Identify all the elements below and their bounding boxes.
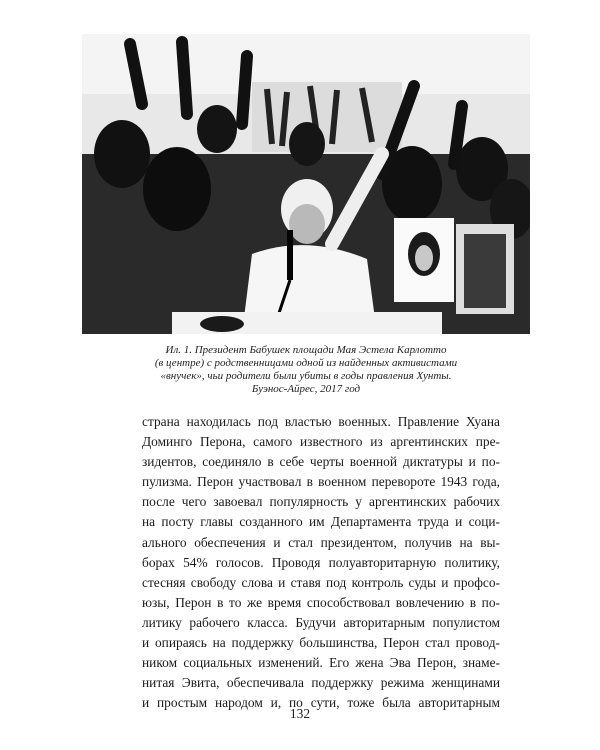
page-number: 132 [289, 706, 311, 721]
text-line: ального обеспечения и стал президентом, получив на вы- [142, 534, 500, 550]
caption-line: «внучек», чьи родители были убиты в годы правления Хунты. [160, 370, 452, 382]
figure-caption [104, 344, 508, 396]
figure-photo [82, 34, 530, 334]
text-line: ником социальных изменений. Его жена Эва Перон, знаме- [142, 655, 500, 671]
text-line: юзы, Перон в то же время способствовал вовлечению в по- [142, 594, 500, 610]
text-line: на посту главы созданного им Департамента труда и соци- [142, 514, 500, 530]
text-line: и опираясь на поддержку большинства, Перон стал провод- [142, 635, 500, 651]
text-line: зидентов, соединяло в себе черты военной диктатуры и по- [142, 454, 500, 470]
text-line: Доминго Перона, самого известного из аргентинских пре- [142, 434, 500, 450]
caption-line: Буэнос-Айрес, 2017 год [251, 383, 361, 395]
body-paragraph [142, 412, 500, 713]
text-line: пулизма. Перон участвовал в военном перевороте 1943 года, [142, 474, 500, 490]
caption-line: Ил. 1. Президент Бабушек площади Мая Эстела Карлотто [165, 344, 447, 356]
text-line: стесняя свободу слова и ставя под контроль суды и профсо- [142, 574, 500, 590]
protest-photo-icon [82, 34, 530, 334]
text-line: нитая Эвита, обеспечивала поддержку режима женщинами [142, 675, 500, 691]
caption-line: (в центре) с родственницами одной из найденных активистами [154, 357, 458, 369]
text-line: борах 54% голосов. Проводя полуавторитарную политику, [142, 554, 500, 570]
text-line: и простым народом и, по сути, тоже была авторитарным [142, 695, 500, 711]
text-line: страна находилась под властью военных. Правление Хуана [142, 414, 500, 429]
text-line: после чего завоевал популярность у аргентинских рабочих [142, 494, 500, 510]
text-line: литику рабочего класса. Будучи авторитарным популистом [142, 614, 500, 630]
